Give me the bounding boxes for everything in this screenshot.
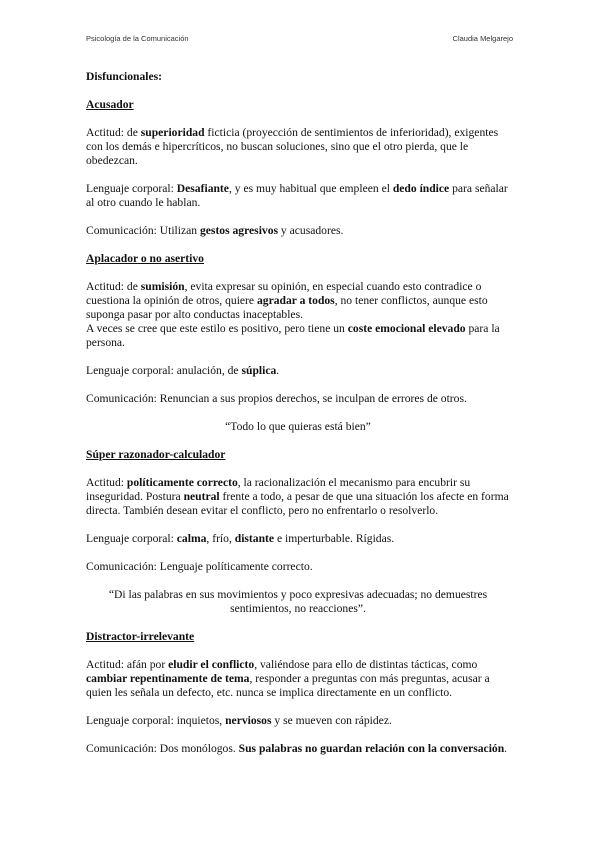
aplacador-costo: A veces se cree que este estilo es positivo, pero tiene un coste emocional elevado para la persona.	[86, 322, 500, 349]
razonador-lenguaje: Lenguaje corporal: calma, frío, distante e imperturbable. Rígidas.	[86, 532, 395, 545]
header-author: Claudia Melgarejo	[452, 34, 513, 43]
section-heading-aplacador: Aplacador o no asertivo	[86, 252, 204, 265]
page-title: Disfuncionales:	[86, 70, 163, 83]
section-heading-razonador: Súper razonador-calculador	[86, 448, 226, 461]
distractor-actitud: Actitud: afán por eludir el conflicto, valiéndose para ello de distintas tácticas, como cambiar repentinamente de tema, responder a preguntas con más preguntas, acusar a quien les señala un defecto, etc. nunca se implica directamente en un conflicto.	[86, 658, 490, 699]
acusador-actitud: Actitud: de superioridad ficticia (proyección de sentimientos de inferioridad), exigentes con los demás e hipercríticos, no buscan soluciones, sino que el otro pierda, que le obedezcan.	[86, 126, 499, 167]
aplacador-actitud: Actitud: de sumisión, evita expresar su opinión, en especial cuando esto contradice o cuestiona la opinión de otros, quiere agradar a todos, no tener conflictos, aunque esto suponga pasar por alto conductas inaceptables.	[86, 280, 488, 321]
header-course: Psicología de la Comunicación	[86, 34, 189, 43]
acusador-lenguaje: Lenguaje corporal: Desafiante, y es muy habitual que empleen el dedo índice para señalar al otro cuando le hablan.	[86, 182, 508, 209]
aplacador-comunicacion: Comunicación: Renuncian a sus propios derechos, se inculpan de errores de otros.	[86, 392, 467, 405]
section-heading-distractor: Distractor-irrelevante	[86, 630, 195, 643]
razonador-actitud: Actitud: políticamente correcto, la racionalización el mecanismo para encubrir su inseguridad. Postura neutral frente a todo, a pesar de que una situación los afecte en forma directa. También desean evitar el conflicto, pero no enfrentarlo o resolverlo.	[86, 476, 509, 517]
razonador-comunicacion: Comunicación: Lenguaje políticamente correcto.	[86, 560, 313, 573]
acusador-comunicacion: Comunicación: Utilizan gestos agresivos y acusadores.	[86, 224, 344, 237]
section-heading-acusador: Acusador	[86, 98, 134, 111]
distractor-comunicacion: Comunicación: Dos monólogos. Sus palabras no guardan relación con la conversación.	[86, 742, 508, 755]
aplacador-lenguaje: Lenguaje corporal: anulación, de súplica.	[86, 364, 280, 377]
distractor-lenguaje: Lenguaje corporal: inquietos, nerviosos y se mueven con rápidez.	[86, 714, 392, 727]
document-body	[86, 70, 510, 756]
razonador-quote: “Di las palabras en sus movimientos y poco expresivas adecuadas; no demuestres sentimientos, no reacciones”.	[108, 588, 488, 615]
aplacador-quote: “Todo lo que quieras está bien”	[225, 420, 371, 433]
